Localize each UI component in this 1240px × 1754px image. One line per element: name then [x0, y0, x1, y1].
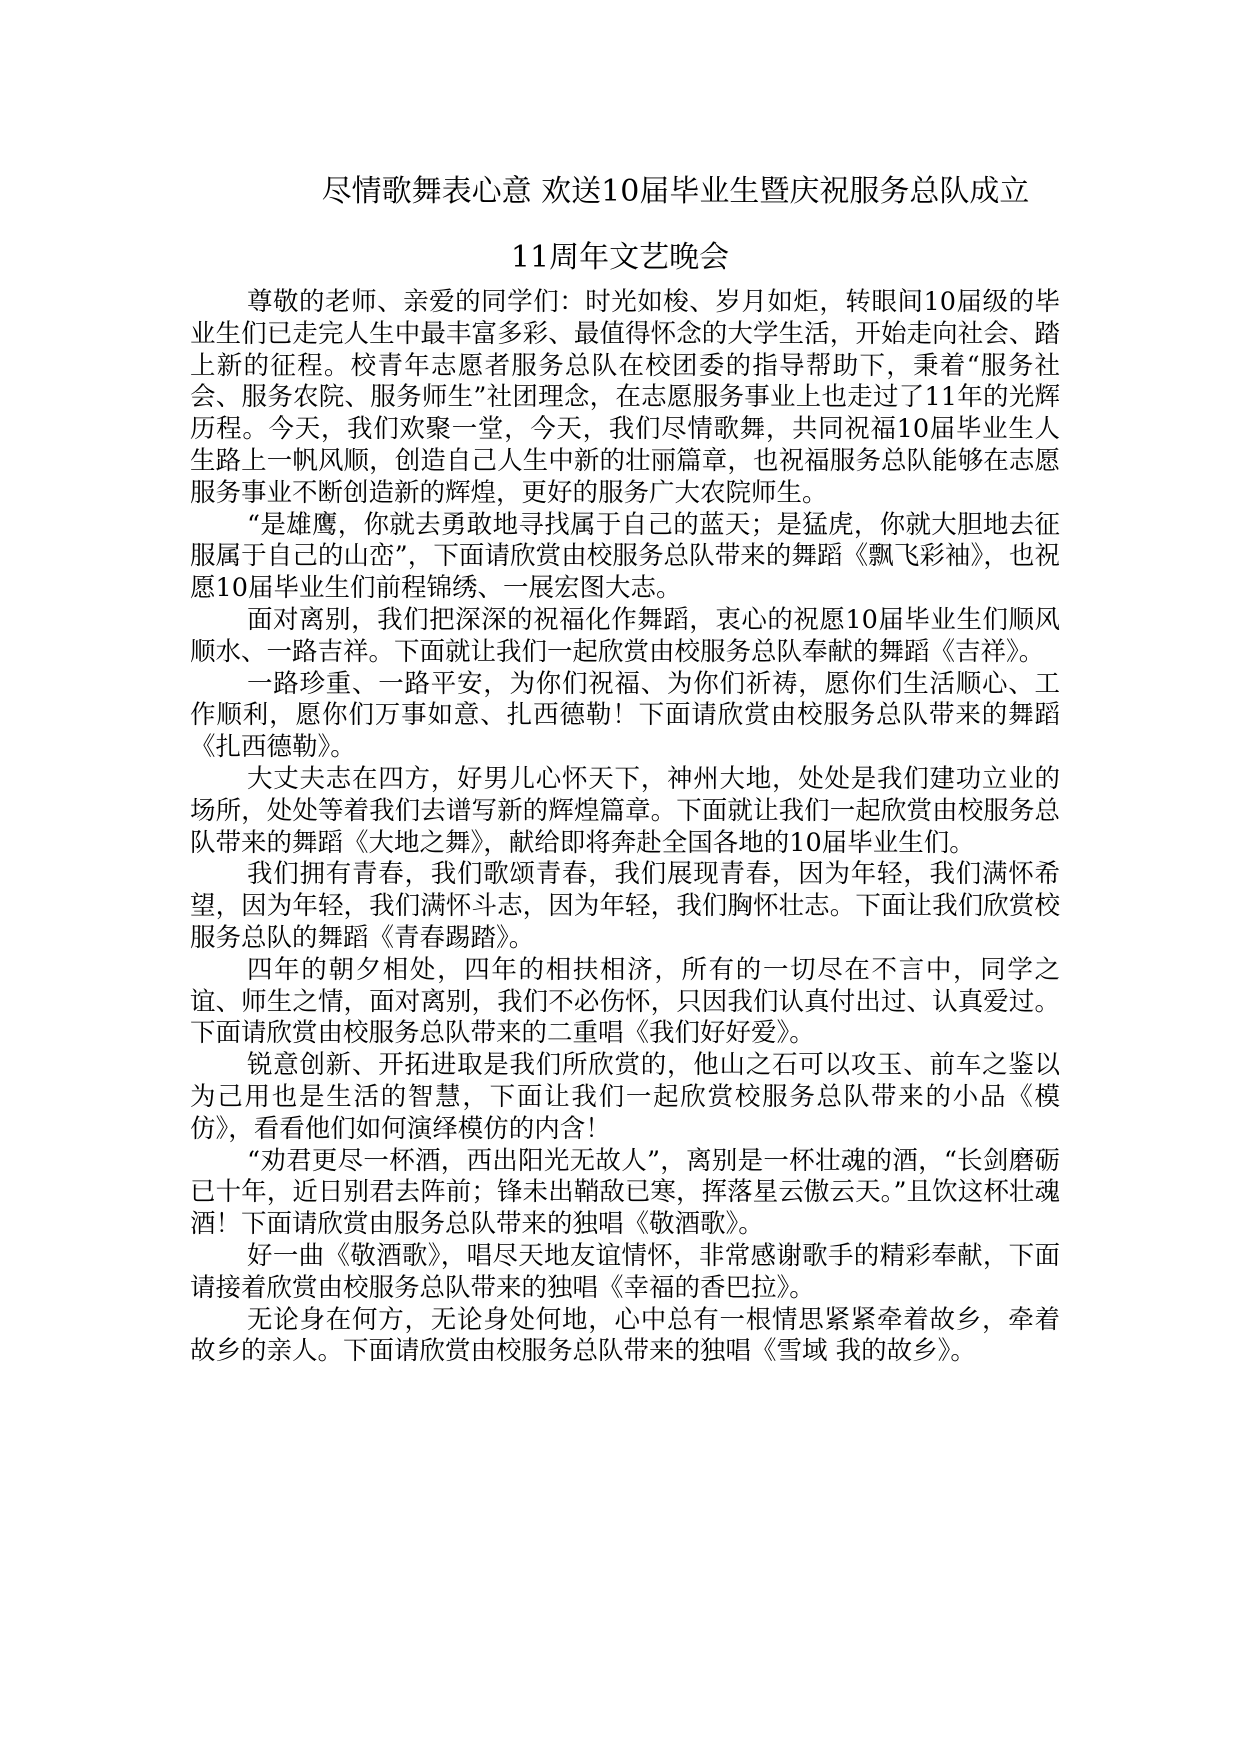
- document-title-line-2: 11周年文艺晚会: [510, 240, 730, 275]
- paragraph-solo-xiangbala: 好一曲《敬酒歌》，唱尽天地友谊情怀，非常感谢歌手的精彩奉献，下面请接着欣赏由校服务总队带来的独唱《幸福的香巴拉》。: [190, 1240, 1060, 1303]
- document-body: [190, 287, 1060, 1368]
- paragraph-dance-qingchun: 我们拥有青春，我们歌颂青春，我们展现青春，因为年轻，我们满怀希望，因为年轻，我们满怀斗志，因为年轻，我们胸怀壮志。下面让我们欣赏校服务总队的舞蹈《青春踢踏》。: [190, 859, 1060, 953]
- paragraph-skit: 锐意创新、开拓进取是我们所欣赏的，他山之石可以攻玉、前车之鉴以为己用也是生活的智慧，下面让我们一起欣赏校服务总队带来的小品《模仿》，看看他们如何演绎模仿的内含！: [190, 1050, 1060, 1144]
- paragraph-dance-zhaxidele: 一路珍重、一路平安，为你们祝福、为你们祈祷，愿你们生活顺心、工作顺利，愿你们万事如意、扎西德勒！下面请欣赏由校服务总队带来的舞蹈《扎西德勒》。: [190, 668, 1060, 763]
- paragraph-opening: 尊敬的老师、亲爱的同学们：时光如梭、岁月如炬，转眼间10届级的毕业生们已走完人生中最丰富多彩、最值得怀念的大学生活，开始走向社会、踏上新的征程。校青年志愿者服务总队在校团委的指导帮助下，秉着“服务社会、服务农院、服务师生”社团理念，在志愿服务事业上也走过了11年的光辉历程。今天，我们欢聚一堂，今天，我们尽情歌舞，共同祝福10届毕业生人生路上一帆风顺，创造自己人生中新的壮丽篇章，也祝福服务总队能够在志愿服务事业不断创造新的辉煌，更好的服务广大农院师生。: [190, 287, 1060, 508]
- paragraph-solo-jingjiu: “劝君更尽一杯酒，西出阳光无故人”，离别是一杯壮魂的酒，“长剑磨砺已十年，近日别君去阵前；锋未出鞘敌已寒，挥落星云傲云天。”且饮这杯壮魂酒！下面请欣赏由服务总队带来的独唱《敬酒歌》。: [190, 1145, 1060, 1240]
- paragraph-duet: 四年的朝夕相处，四年的相扶相济，所有的一切尽在不言中，同学之谊、师生之情，面对离别，我们不必伤怀，只因我们认真付出过、认真爱过。下面请欣赏由校服务总队带来的二重唱《我们好好爱》。: [190, 954, 1060, 1049]
- paragraph-solo-xueyu: 无论身在何方，无论身处何地，心中总有一根情思紧紧牵着故乡，牵着故乡的亲人。下面请欣赏由校服务总队带来的独唱《雪域 我的故乡》。: [190, 1304, 1060, 1367]
- document-title-line-1: 尽情歌舞表心意 欢送10届毕业生暨庆祝服务总队成立: [321, 174, 1030, 209]
- paragraph-dance-jixiang: 面对离别，我们把深深的祝福化作舞蹈，衷心的祝愿10届毕业生们顺风顺水、一路吉祥。下面就让我们一起欣赏由校服务总队奉献的舞蹈《吉祥》。: [190, 604, 1060, 667]
- paragraph-dance-dadi: 大丈夫志在四方，好男儿心怀天下，神州大地，处处是我们建功立业的场所，处处等着我们去谱写新的辉煌篇章。下面就让我们一起欣赏由校服务总队带来的舞蹈《大地之舞》，献给即将奔赴全国各地的10届毕业生们。: [190, 763, 1060, 858]
- paragraph-dance-piaofei: “是雄鹰，你就去勇敢地寻找属于自己的蓝天；是猛虎，你就大胆地去征服属于自己的山峦”，下面请欣赏由校服务总队带来的舞蹈《飘飞彩袖》，也祝愿10届毕业生们前程锦绣、一展宏图大志。: [190, 509, 1060, 604]
